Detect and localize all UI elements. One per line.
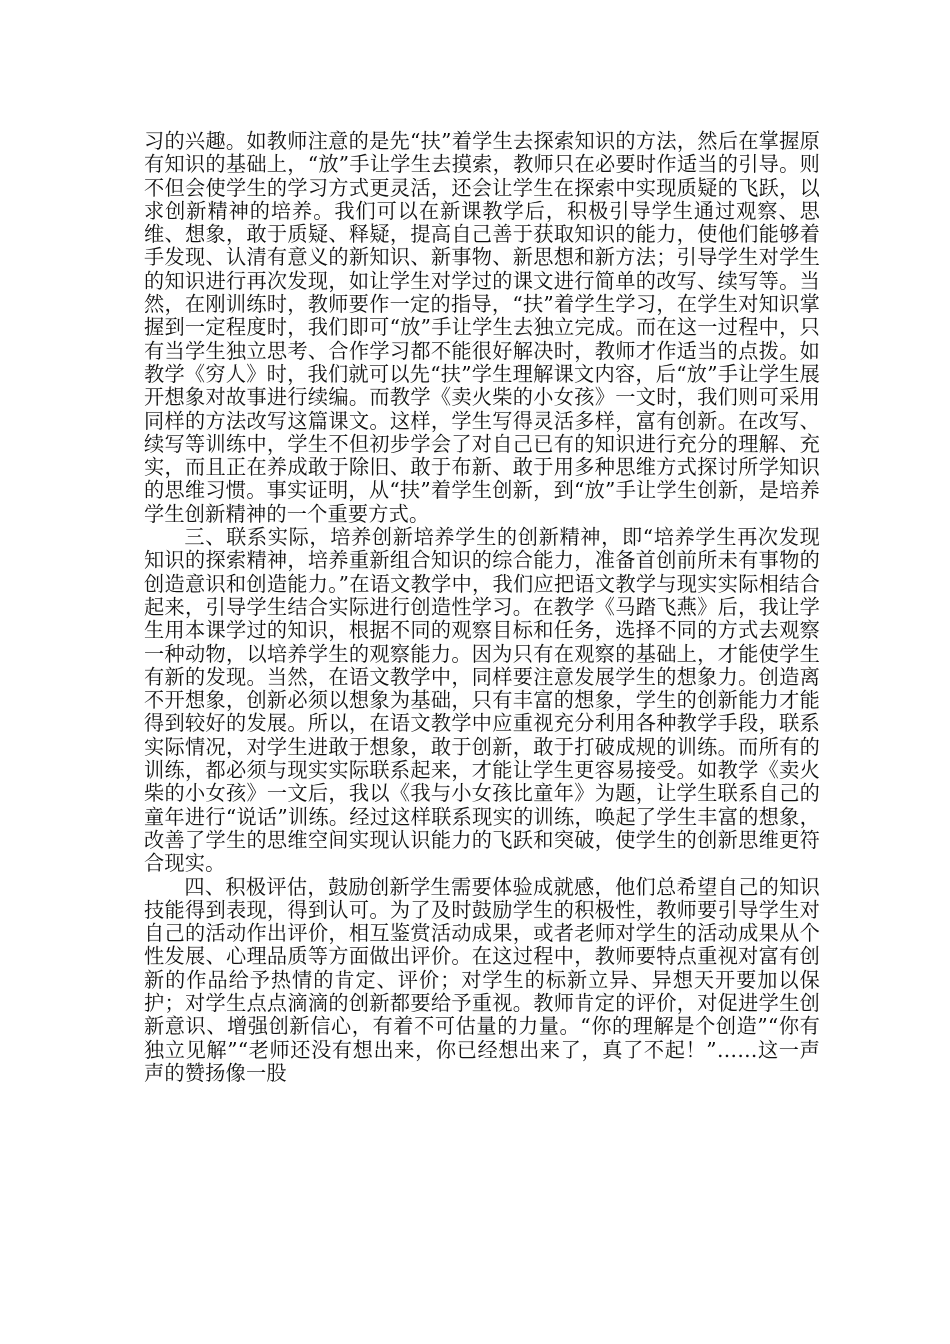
- paragraph-2: 三、联系实际，培养创新培养学生的创新精神，即“培养学生再次发现知识的探索精神，培养重新组合知识的综合能力，准备首创前所未有事物的创造意识和创造能力。”在语文教学中，我们应把语文教学与现实实际相结合起来，引导学生结合实际进行创造性学习。在教学《马踏飞燕》后，我让学生用本课学过的知识，根据不同的观察目标和任务，选择不同的方式去观察一种动物，以培养学生的观察能力。因为只有在观察的基础上，才能使学生有新的发现。当然，在语文教学中，同样要注意发展学生的想象力。创造离不开想象，创新必须以想象为基础，只有丰富的想象，学生的创新能力才能得到较好的发展。所以，在语文教学中应重视充分利用各种教学手段，联系实际情况，对学生进敢于想象，敢于创新，敢于打破成规的训练。而所有的训练，都必须与现实实际联系起来，才能让学生更容易接受。如教学《卖火柴的小女孩》一文后，我以《我与小女孩比童年》为题，让学生联系自己的童年进行“说话”训练。经过这样联系现实的训练，唤起了学生丰富的想象，改善了学生的思维空间实现认识能力的飞跃和突破，使学生的创新思维更符合现实。: [144, 525, 820, 876]
- body-text: [144, 130, 820, 1085]
- paragraph-3: 四、积极评估，鼓励创新学生需要体验成就感，他们总希望自己的知识技能得到表现，得到认可。为了及时鼓励学生的积极性，教师要引导学生对自己的活动作出评价，相互鉴赏活动成果，或者老师对学生的活动成果从个性发展、心理品质等方面做出评价。在这过程中，教师要特点重视对富有创新的作品给予热情的肯定、评价；对学生的标新立异、异想天开要加以保护；对学生点点滴滴的创新都要给予重视。教师肯定的评价，对促进学生创新意识、增强创新信心，有着不可估量的力量。“你的理解是个创造”“你有独立见解”“老师还没有想出来，你已经想出来了，真了不起！”……这一声声的赞扬像一股: [144, 874, 820, 1085]
- paragraph-1: 习的兴趣。如教师注意的是先“扶”着学生去探索知识的方法，然后在掌握原有知识的基础上，“放”手让学生去摸索，教师只在必要时作适当的引导。则不但会使学生的学习方式更灵活，还会让学生在探索中实现质疑的飞跃，以求创新精神的培养。我们可以在新课教学后，积极引导学生通过观察、思维、想象，敢于质疑、释疑，提高自己善于获取知识的能力，使他们能够着手发现、认清有意义的新知识、新事物、新思想和新方法；引导学生对学生的知识进行再次发现，如让学生对学过的课文进行简单的改写、续写等。当然，在刚训练时，教师要作一定的指导，“扶”着学生学习，在学生对知识掌握到一定程度时，我们即可“放”手让学生去独立完成。而在这一过程中，只有当学生独立思考、合作学习都不能很好解决时，教师才作适当的点拨。如教学《穷人》时，我们就可以先“扶”学生理解课文内容，后“放”手让学生展开想象对故事进行续编。而教学《卖火柴的小女孩》一文时，我们则可采用同样的方法改写这篇课文。这样，学生写得灵活多样，富有创新。在改写、续写等训练中，学生不但初步学会了对自己已有的知识进行充分的理解、充实，而且正在养成敢于除旧、敢于布新、敢于用多种思维方式探讨所学知识的思维习惯。事实证明，从“扶”着学生创新，到“放”手让学生创新，是培养学生创新精神的一个重要方式。: [144, 129, 820, 526]
